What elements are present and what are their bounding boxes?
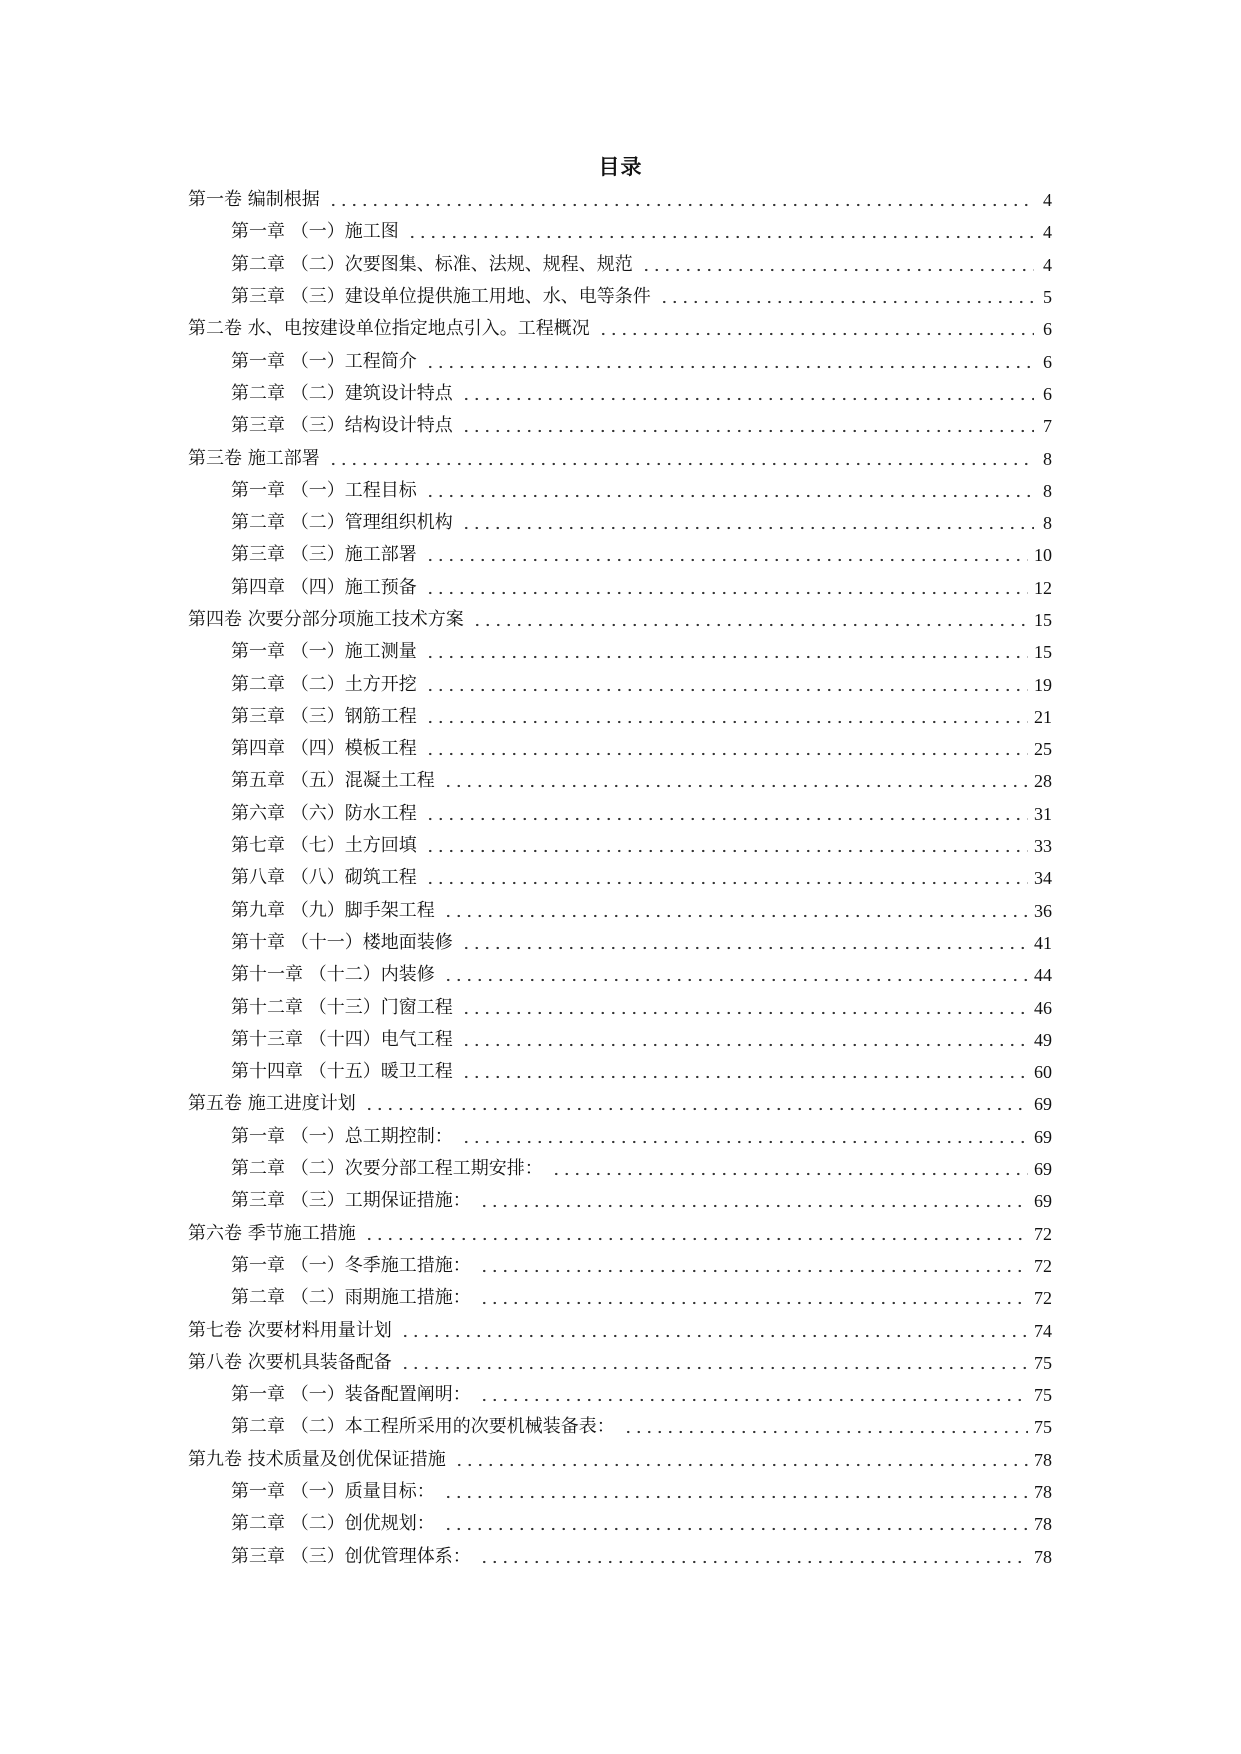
dot-leader bbox=[461, 1011, 1028, 1015]
toc-entry-label: 第二章 （二）创优规划： bbox=[231, 1513, 435, 1535]
toc-entry-label: 第四章 （四）模板工程 bbox=[231, 738, 417, 760]
toc-page-number: 12 bbox=[1034, 577, 1052, 598]
toc-page-number: 4 bbox=[1043, 190, 1052, 211]
toc-entry-label: 第五卷 施工进度计划 bbox=[188, 1093, 356, 1115]
toc-entry-label: 第三章 （三）钢筋工程 bbox=[231, 705, 417, 727]
dot-leader bbox=[461, 429, 1034, 433]
toc-chapter-entry[interactable] bbox=[0, 1185, 1052, 1217]
toc-chapter-entry[interactable] bbox=[0, 1476, 1052, 1508]
toc-chapter-entry[interactable] bbox=[0, 539, 1052, 571]
toc-page-number: 21 bbox=[1034, 706, 1052, 727]
toc-page-number: 28 bbox=[1034, 771, 1052, 792]
toc-page-number: 69 bbox=[1034, 1094, 1052, 1115]
toc-page-number: 75 bbox=[1034, 1385, 1052, 1406]
toc-entry-label: 第十一章 （十二）内装修 bbox=[231, 964, 435, 986]
toc-page-number: 6 bbox=[1043, 351, 1052, 372]
toc-page-number: 46 bbox=[1034, 997, 1052, 1018]
toc-chapter-entry[interactable] bbox=[0, 249, 1052, 281]
dot-leader bbox=[641, 268, 1034, 272]
dot-leader bbox=[425, 720, 1028, 724]
toc-entry-label: 第二章 （二）建筑设计特点 bbox=[231, 382, 453, 404]
toc-volume-entry[interactable] bbox=[0, 442, 1052, 474]
toc-chapter-entry[interactable] bbox=[0, 895, 1052, 927]
toc-page-number: 10 bbox=[1034, 545, 1052, 566]
dot-leader bbox=[425, 849, 1028, 853]
toc-chapter-entry[interactable] bbox=[0, 378, 1052, 410]
toc-entry-label: 第二章 （二）次要图集、标准、法规、规程、规范 bbox=[231, 253, 633, 275]
dot-leader bbox=[425, 591, 1028, 595]
toc-entry-label: 第二章 （二）次要分部工程工期安排： bbox=[231, 1158, 543, 1180]
toc-chapter-entry[interactable] bbox=[0, 636, 1052, 668]
dot-leader bbox=[443, 1527, 1028, 1531]
toc-title: 目录 bbox=[598, 154, 643, 179]
toc-page-number: 49 bbox=[1034, 1029, 1052, 1050]
toc-entry-label: 第七卷 次要材料用量计划 bbox=[188, 1319, 392, 1341]
toc-page-number: 78 bbox=[1034, 1449, 1052, 1470]
toc-page-number: 6 bbox=[1043, 383, 1052, 404]
dot-leader bbox=[443, 1495, 1028, 1499]
toc-page-number: 72 bbox=[1034, 1255, 1052, 1276]
toc-entry-label: 第三章 （三）工期保证措施： bbox=[231, 1190, 471, 1212]
toc-list bbox=[0, 184, 1241, 1573]
toc-page-number: 36 bbox=[1034, 900, 1052, 921]
toc-entry-label: 第四卷 次要分部分项施工技术方案 bbox=[188, 609, 464, 630]
toc-chapter-entry[interactable] bbox=[0, 281, 1052, 313]
dot-leader bbox=[623, 1430, 1028, 1434]
toc-page-number: 41 bbox=[1034, 932, 1052, 953]
dot-leader bbox=[425, 365, 1034, 369]
dot-leader bbox=[479, 1301, 1028, 1305]
toc-entry-label: 第八卷 次要机具装备配备 bbox=[188, 1351, 392, 1373]
dot-leader bbox=[443, 914, 1028, 918]
dot-leader bbox=[425, 752, 1028, 756]
dot-leader bbox=[551, 1172, 1028, 1176]
toc-page-number: 6 bbox=[1043, 319, 1052, 340]
toc-page-number: 72 bbox=[1034, 1288, 1052, 1309]
toc-page-number: 69 bbox=[1034, 1159, 1052, 1180]
toc-entry-label: 第一章 （一）工程简介 bbox=[231, 350, 417, 372]
toc-entry-label: 第五章 （五）混凝土工程 bbox=[231, 770, 435, 792]
toc-page-number: 44 bbox=[1034, 965, 1052, 986]
dot-leader bbox=[461, 1043, 1028, 1047]
toc-page-number: 15 bbox=[1034, 642, 1052, 663]
toc-page-number: 34 bbox=[1034, 868, 1052, 889]
toc-page-number: 75 bbox=[1034, 1417, 1052, 1438]
dot-leader bbox=[328, 462, 1034, 466]
toc-volume-entry[interactable] bbox=[0, 1218, 1052, 1250]
dot-leader bbox=[454, 1463, 1028, 1467]
toc-entry-label: 第六章 （六）防水工程 bbox=[231, 802, 417, 824]
toc-chapter-entry[interactable] bbox=[0, 862, 1052, 894]
toc-page-number: 75 bbox=[1034, 1352, 1052, 1373]
toc-entry-label: 第一章 （一）总工期控制： bbox=[231, 1125, 453, 1147]
toc-page-number: 19 bbox=[1034, 674, 1052, 695]
toc-chapter-entry[interactable] bbox=[0, 1250, 1052, 1282]
toc-entry-label: 第九章 （九）脚手架工程 bbox=[231, 899, 435, 921]
dot-leader bbox=[598, 332, 1034, 336]
toc-volume-entry[interactable] bbox=[0, 184, 1052, 216]
toc-chapter-entry[interactable] bbox=[0, 1056, 1052, 1088]
dot-leader bbox=[461, 397, 1034, 401]
dot-leader bbox=[425, 655, 1028, 659]
dot-leader bbox=[443, 784, 1028, 788]
dot-leader bbox=[479, 1560, 1028, 1564]
toc-volume-entry[interactable] bbox=[0, 604, 1052, 636]
toc-entry-label: 第一章 （一）施工测量 bbox=[231, 641, 417, 663]
toc-entry-label: 第十章 （十一）楼地面装修 bbox=[231, 931, 453, 953]
toc-chapter-entry[interactable] bbox=[0, 733, 1052, 765]
toc-chapter-entry[interactable] bbox=[0, 798, 1052, 830]
toc-page-number: 69 bbox=[1034, 1126, 1052, 1147]
toc-entry-label: 第九卷 技术质量及创优保证措施 bbox=[188, 1448, 446, 1470]
toc-page-number: 5 bbox=[1043, 287, 1052, 308]
toc-page-number: 33 bbox=[1034, 836, 1052, 857]
dot-leader bbox=[425, 881, 1028, 885]
dot-leader bbox=[461, 946, 1028, 950]
dot-leader bbox=[425, 494, 1034, 498]
dot-leader bbox=[400, 1366, 1028, 1370]
toc-page-number: 78 bbox=[1034, 1482, 1052, 1503]
dot-leader bbox=[461, 1140, 1028, 1144]
toc-entry-label: 第二章 （二）雨期施工措施： bbox=[231, 1287, 471, 1309]
toc-chapter-entry[interactable] bbox=[0, 668, 1052, 700]
toc-entry-label: 第一章 （一）工程目标 bbox=[231, 479, 417, 501]
toc-chapter-entry[interactable] bbox=[0, 927, 1052, 959]
dot-leader bbox=[364, 1107, 1028, 1111]
toc-chapter-entry[interactable] bbox=[0, 475, 1052, 507]
toc-chapter-entry[interactable] bbox=[0, 1540, 1052, 1572]
toc-chapter-entry[interactable] bbox=[0, 1411, 1052, 1443]
toc-entry-label: 第一卷 编制根据 bbox=[188, 189, 320, 211]
toc-page-number: 69 bbox=[1034, 1191, 1052, 1212]
toc-entry-label: 第二章 （二）管理组织机构 bbox=[231, 512, 453, 534]
dot-leader bbox=[479, 1204, 1028, 1208]
toc-volume-entry[interactable] bbox=[0, 1444, 1052, 1476]
toc-chapter-entry[interactable] bbox=[0, 1121, 1052, 1153]
toc-entry-label: 第一章 （一）冬季施工措施： bbox=[231, 1254, 471, 1276]
toc-chapter-entry[interactable] bbox=[0, 701, 1052, 733]
toc-volume-entry[interactable] bbox=[0, 1314, 1052, 1346]
dot-leader bbox=[461, 526, 1034, 530]
toc-page-number: 78 bbox=[1034, 1546, 1052, 1567]
dot-leader bbox=[461, 1075, 1028, 1079]
toc-page-number: 4 bbox=[1043, 222, 1052, 243]
dot-leader bbox=[425, 558, 1028, 562]
toc-page-number: 8 bbox=[1043, 448, 1052, 469]
dot-leader bbox=[443, 978, 1028, 982]
dot-leader bbox=[425, 817, 1028, 821]
dot-leader bbox=[472, 623, 1028, 627]
toc-entry-label: 第三卷 施工部署 bbox=[188, 447, 320, 469]
toc-volume-entry[interactable] bbox=[0, 313, 1052, 345]
toc-page-number: 8 bbox=[1043, 480, 1052, 501]
toc-entry-label: 第三章 （三）创优管理体系： bbox=[231, 1545, 471, 1567]
toc-chapter-entry[interactable] bbox=[0, 572, 1052, 604]
dot-leader bbox=[407, 235, 1034, 239]
toc-page-number: 8 bbox=[1043, 513, 1052, 534]
toc-entry-label: 第三章 （三）结构设计特点 bbox=[231, 415, 453, 437]
dot-leader bbox=[400, 1334, 1028, 1338]
toc-entry-label: 第二章 （二）土方开挖 bbox=[231, 673, 417, 695]
toc-entry-label: 第十四章 （十五）暖卫工程 bbox=[231, 1061, 453, 1083]
toc-chapter-entry[interactable] bbox=[0, 1024, 1052, 1056]
toc-entry-label: 第二卷 水、电按建设单位指定地点引入。工程概况 bbox=[188, 318, 590, 340]
toc-chapter-entry[interactable] bbox=[0, 507, 1052, 539]
toc-chapter-entry[interactable] bbox=[0, 345, 1052, 377]
dot-leader bbox=[328, 203, 1034, 207]
toc-entry-label: 第二章 （二）本工程所采用的次要机械装备表： bbox=[231, 1416, 615, 1438]
toc-page-number: 4 bbox=[1043, 254, 1052, 275]
toc-chapter-entry[interactable] bbox=[0, 216, 1052, 248]
toc-chapter-entry[interactable] bbox=[0, 410, 1052, 442]
toc-page-number: 74 bbox=[1034, 1320, 1052, 1341]
dot-leader bbox=[479, 1269, 1028, 1273]
toc-entry-label: 第一章 （一）质量目标： bbox=[231, 1481, 435, 1503]
toc-entry-label: 第四章 （四）施工预备 bbox=[231, 576, 417, 598]
toc-page-number: 78 bbox=[1034, 1514, 1052, 1535]
toc-entry-label: 第一章 （一）施工图 bbox=[231, 221, 399, 243]
dot-leader bbox=[425, 688, 1028, 692]
toc-page-number: 7 bbox=[1043, 416, 1052, 437]
toc-page-number: 25 bbox=[1034, 739, 1052, 760]
toc-page-number: 60 bbox=[1034, 1062, 1052, 1083]
toc-chapter-entry[interactable] bbox=[0, 959, 1052, 991]
toc-entry-label: 第三章 （三）施工部署 bbox=[231, 544, 417, 566]
toc-page-number: 15 bbox=[1034, 610, 1052, 630]
toc-entry-label: 第三章 （三）建设单位提供施工用地、水、电等条件 bbox=[231, 286, 651, 308]
toc-entry-label: 第六卷 季节施工措施 bbox=[188, 1222, 356, 1244]
toc-chapter-entry[interactable] bbox=[0, 1282, 1052, 1314]
dot-leader bbox=[659, 300, 1034, 304]
toc-volume-entry[interactable] bbox=[0, 1347, 1052, 1379]
toc-volume-entry[interactable] bbox=[0, 1088, 1052, 1120]
toc-page-number: 72 bbox=[1034, 1223, 1052, 1244]
toc-chapter-entry[interactable] bbox=[0, 1379, 1052, 1411]
dot-leader bbox=[479, 1398, 1028, 1402]
toc-entry-label: 第八章 （八）砌筑工程 bbox=[231, 867, 417, 889]
dot-leader bbox=[364, 1237, 1028, 1241]
toc-chapter-entry[interactable] bbox=[0, 1153, 1052, 1185]
toc-chapter-entry[interactable] bbox=[0, 991, 1052, 1023]
toc-entry-label: 第十三章 （十四）电气工程 bbox=[231, 1028, 453, 1050]
toc-chapter-entry[interactable] bbox=[0, 1508, 1052, 1540]
toc-chapter-entry[interactable] bbox=[0, 765, 1052, 797]
toc-entry-label: 第十二章 （十三）门窗工程 bbox=[231, 996, 453, 1018]
toc-entry-label: 第一章 （一）装备配置阐明： bbox=[231, 1384, 471, 1406]
toc-entry-label: 第七章 （七）土方回填 bbox=[231, 835, 417, 857]
toc-chapter-entry[interactable] bbox=[0, 830, 1052, 862]
toc-page-number: 31 bbox=[1034, 803, 1052, 824]
